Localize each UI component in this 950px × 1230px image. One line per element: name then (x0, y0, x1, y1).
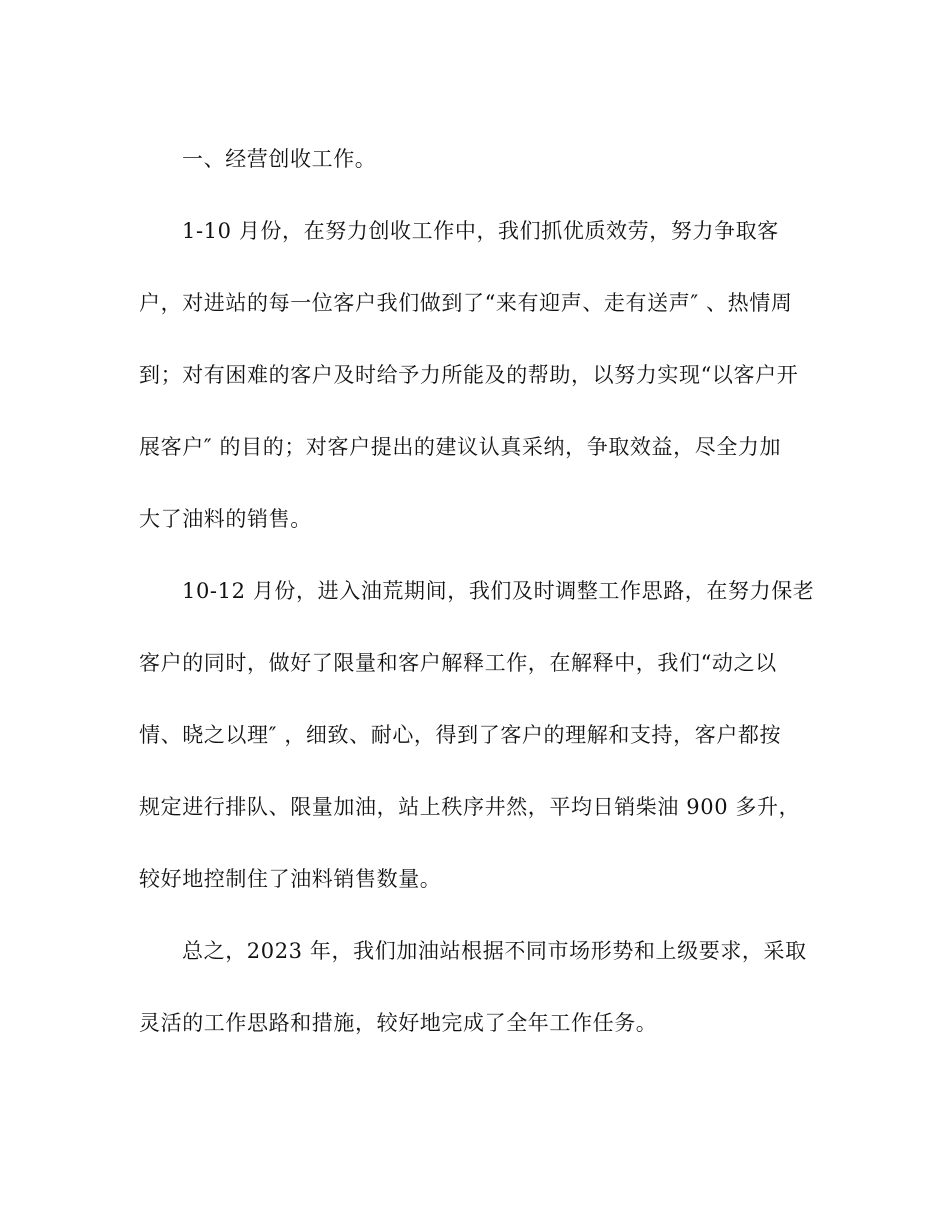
paragraph-line: 户，对进站的每一位客户我们做到了“来有迎声、走有送声″ 、热情周 (139, 291, 793, 315)
section-heading: 一、经营创收工作。 (182, 147, 377, 171)
paragraph-line: 展客户″ 的目的；对客户提出的建议认真采纳，争取效益，尽全力加 (139, 435, 782, 459)
paragraph-line: 总之，2023 年，我们加油站根据不同市场形势和上级要求，采取 (182, 939, 807, 963)
paragraph-line: 1-10 月份，在努力创收工作中，我们抓优质效劳，努力争取客 (182, 219, 779, 243)
paragraph-line: 规定进行排队、限量加油，站上秩序井然，平均日销柴油 900 多升， (139, 795, 801, 819)
paragraph-line: 灵活的工作思路和措施，较好地完成了全年工作任务。 (139, 1011, 658, 1035)
paragraph-line: 大了油料的销售。 (139, 507, 312, 531)
paragraph-line: 10-12 月份，进入油荒期间，我们及时调整工作思路，在努力保老 (182, 579, 815, 603)
paragraph-line: 客户的同时，做好了限量和客户解释工作，在解释中，我们“动之以 (139, 651, 777, 675)
paragraph-line: 情、晓之以理″ ，细致、耐心，得到了客户的理解和支持，客户都按 (139, 723, 782, 747)
paragraph-line: 到；对有困难的客户及时给予力所能及的帮助，以努力实现“以客户开 (139, 363, 799, 387)
paragraph-line: 较好地控制住了油料销售数量。 (139, 867, 442, 891)
